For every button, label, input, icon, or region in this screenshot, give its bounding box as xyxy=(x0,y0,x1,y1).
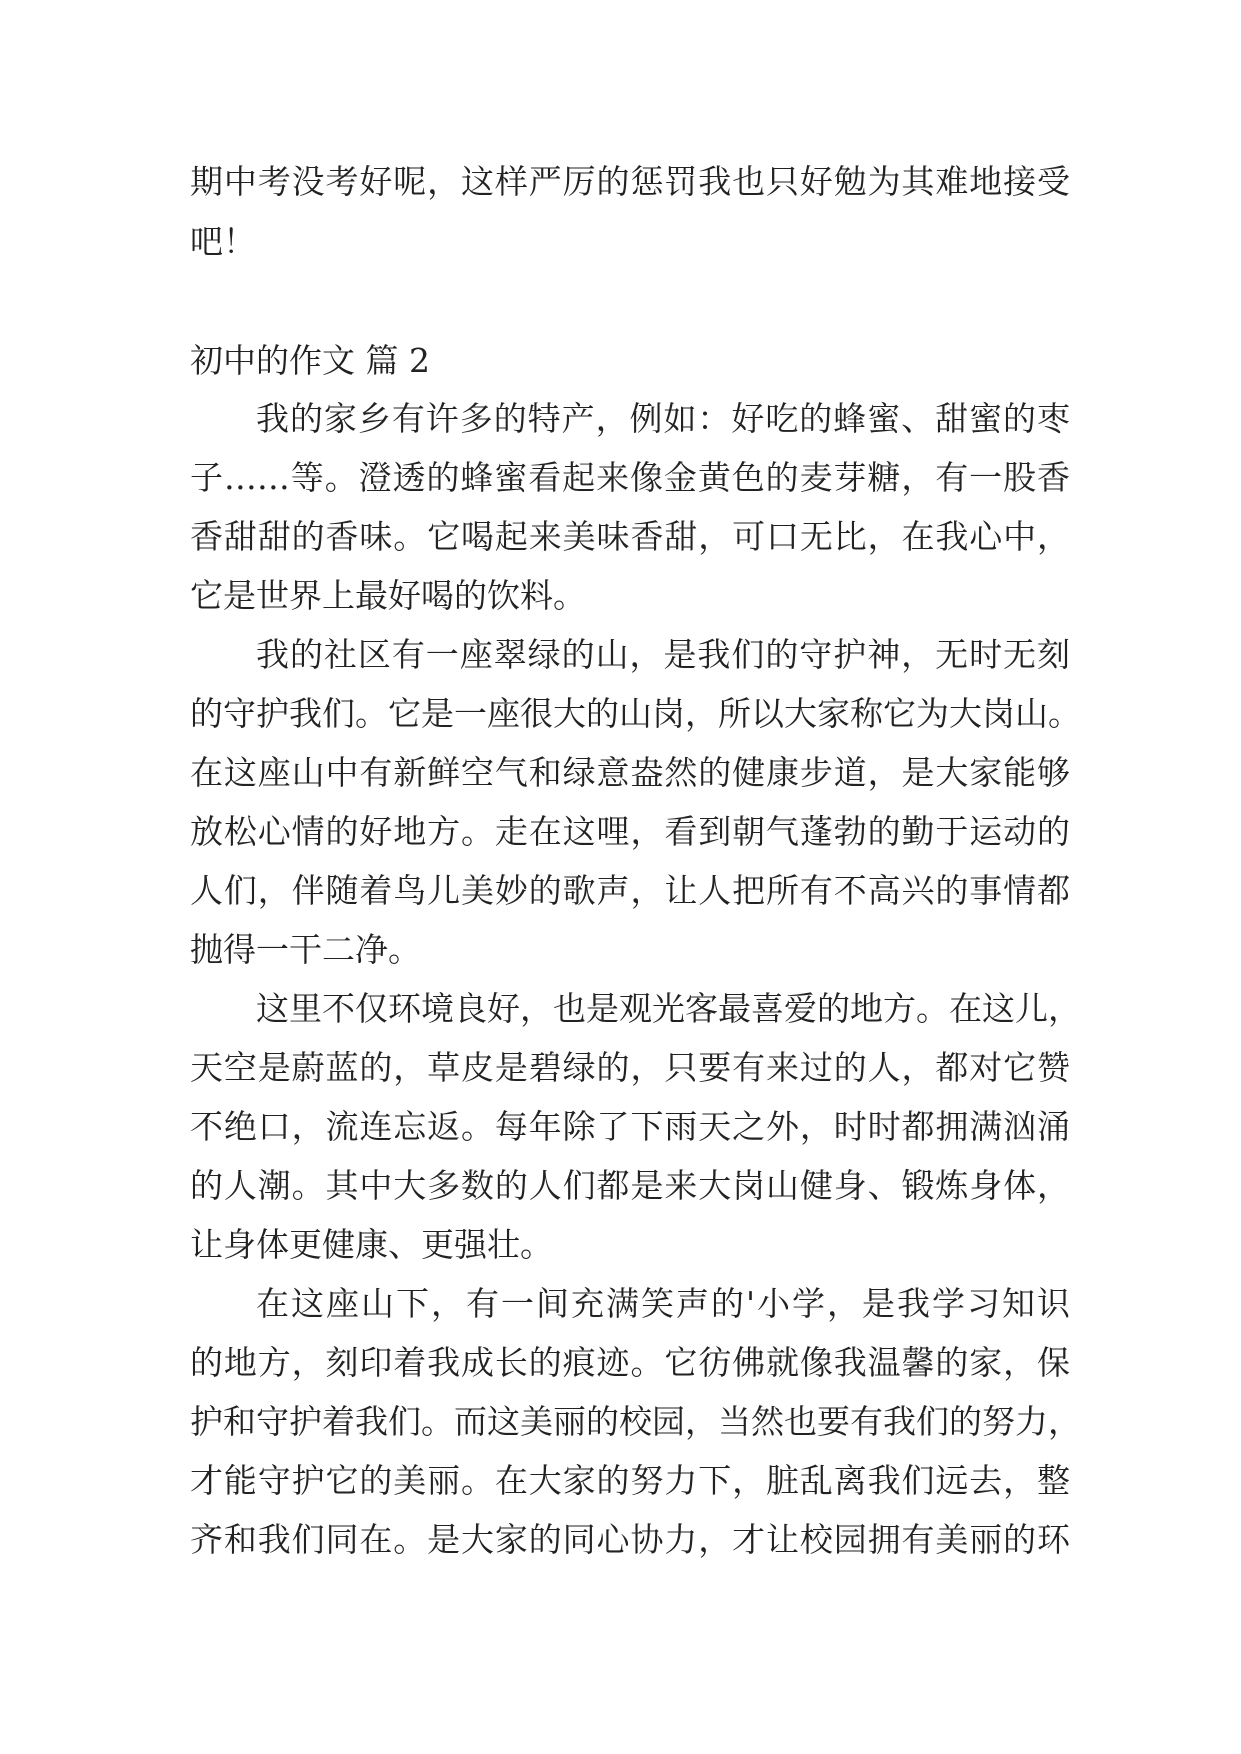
text-line: 天空是蔚蓝的，草皮是碧绿的，只要有来过的人，都对它赞 xyxy=(190,1048,1070,1087)
text-line: 这里不仅环境良好，也是观光客最喜爱的地方。在这儿， xyxy=(256,989,1081,1028)
text-line: 让身体更健康、更强壮。 xyxy=(190,1225,553,1264)
section-title: 初中的作文 篇 2 xyxy=(190,341,430,380)
text-line: 抛得一干二净。 xyxy=(190,930,421,969)
text-line: 我的社区有一座翠绿的山，是我们的守护神，无时无刻 xyxy=(256,635,1070,674)
text-line: 不绝口，流连忘返。每年除了下雨天之外，时时都拥满汹涌 xyxy=(190,1107,1070,1146)
text-line: 的人潮。其中大多数的人们都是来大岗山健身、锻炼身体， xyxy=(190,1166,1070,1205)
text-line: 在这座山中有新鲜空气和绿意盎然的健康步道，是大家能够 xyxy=(190,753,1070,792)
text-line: 的地方，刻印着我成长的痕迹。它彷佛就像我温馨的家，保 xyxy=(190,1343,1070,1382)
text-line: 放松心情的好地方。走在这哩，看到朝气蓬勃的勤于运动的 xyxy=(190,812,1070,851)
text-line: 人们，伴随着鸟儿美妙的歌声，让人把所有不高兴的事情都 xyxy=(190,871,1070,910)
text-line: 的守护我们。它是一座很大的山岗，所以大家称它为大岗山。 xyxy=(190,694,1081,733)
text-line: 吧！ xyxy=(190,222,256,261)
text-line: 它是世界上最好喝的饮料。 xyxy=(190,576,586,615)
text-line: 齐和我们同在。是大家的同心协力，才让校园拥有美丽的环 xyxy=(190,1520,1070,1559)
text-line: 护和守护着我们。而这美丽的校园，当然也要有我们的努力， xyxy=(190,1402,1081,1441)
text-line: 期中考没考好呢，这样严厉的惩罚我也只好勉为其难地接受 xyxy=(190,162,1070,201)
text-line: 我的家乡有许多的特产，例如：好吃的蜂蜜、甜蜜的枣 xyxy=(256,399,1070,438)
text-line: 在这座山下，有一间充满笑声的'小学，是我学习知识 xyxy=(256,1284,1070,1323)
text-line: 才能守护它的美丽。在大家的努力下，脏乱离我们远去，整 xyxy=(190,1461,1070,1500)
text-line: 香甜甜的香味。它喝起来美味香甜，可口无比，在我心中， xyxy=(190,517,1070,556)
text-line: 子……等。澄透的蜂蜜看起来像金黄色的麦芽糖，有一股香 xyxy=(190,458,1070,497)
